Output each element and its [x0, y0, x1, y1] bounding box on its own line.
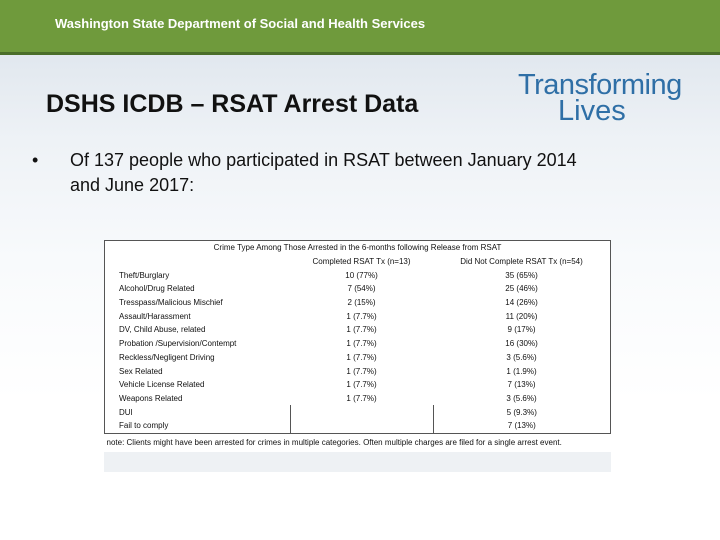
row-label: DV, Child Abuse, related — [105, 323, 291, 337]
agency-name: Washington State Department of Social and Health Services — [55, 16, 426, 31]
table-row — [105, 405, 611, 419]
table-caption-row — [105, 241, 611, 255]
bullet-text: Of 137 people who participated in RSAT between January 2014 and June 2017: — [70, 150, 577, 195]
table-row — [105, 323, 611, 337]
cell-completed: 2 (15%) — [347, 298, 376, 308]
cell-completed: 7 (54%) — [347, 284, 376, 294]
cell-not-completed: 9 (17%) — [433, 323, 610, 337]
table-row — [105, 419, 611, 433]
cell-not-completed: 35 (65%) — [433, 268, 610, 282]
brand-line-1: Transforming — [518, 69, 682, 101]
cell-completed: 1 (7.7%) — [346, 311, 377, 321]
arrest-table-container — [104, 240, 611, 472]
row-label: Probation /Supervision/Contempt — [105, 337, 291, 351]
cell-completed: 1 (7.7%) — [346, 393, 377, 403]
row-label: Weapons Related — [105, 392, 291, 406]
column-header-not-completed: Did Not Complete RSAT Tx (n=54) — [433, 255, 610, 269]
table-note: note: Clients might have been arrested for crimes in multiple categories. Often multiple charges are filed for a single arrest event. — [106, 437, 562, 447]
table-row — [105, 337, 611, 351]
table-caption: Crime Type Among Those Arrested in the 6-months following Release from RSAT — [105, 241, 611, 255]
table-row — [105, 392, 611, 406]
cell-completed: 1 (7.7%) — [346, 380, 377, 390]
row-label: Vehicle License Related — [105, 378, 291, 392]
cell-not-completed: 25 (46%) — [433, 282, 610, 296]
row-label: Reckless/Negligent Driving — [105, 351, 291, 365]
brand-logo — [518, 69, 688, 127]
row-label: Assault/Harassment — [105, 309, 291, 323]
row-label: Tresspass/Malicious Mischief — [105, 296, 291, 310]
row-label: Alcohol/Drug Related — [105, 282, 291, 296]
cell-completed: 1 (7.7%) — [346, 339, 377, 349]
table-row — [105, 309, 611, 323]
cell-not-completed: 1 (1.9%) — [433, 364, 610, 378]
brand-line-2: Lives — [558, 95, 626, 127]
slide-title: DSHS ICDB – RSAT Arrest Data — [46, 90, 419, 118]
table-row — [105, 351, 611, 365]
cell-completed — [290, 419, 433, 433]
cell-not-completed: 7 (13%) — [433, 378, 610, 392]
column-header-completed: Completed RSAT Tx (n=13) — [312, 257, 411, 267]
cell-completed: 1 (7.7%) — [346, 366, 377, 376]
table-row — [105, 268, 611, 282]
row-label: Theft/Burglary — [105, 268, 291, 282]
cell-not-completed: 3 (5.6%) — [433, 392, 610, 406]
cell-completed: 10 (77%) — [345, 270, 378, 280]
banner-divider — [0, 52, 720, 55]
cell-not-completed: 16 (30%) — [433, 337, 610, 351]
table-header-row — [105, 255, 611, 269]
table-row — [105, 296, 611, 310]
row-label: Sex Related — [105, 364, 291, 378]
table-row — [105, 364, 611, 378]
header-banner — [0, 0, 720, 52]
table-note-row — [105, 433, 611, 452]
cell-completed: 1 (7.7%) — [346, 352, 377, 362]
cell-not-completed: 5 (9.3%) — [433, 405, 610, 419]
cell-not-completed: 7 (13%) — [433, 419, 610, 433]
row-label: Fail to comply — [105, 419, 291, 433]
table-row — [105, 378, 611, 392]
cell-completed — [290, 405, 433, 419]
cell-not-completed: 14 (26%) — [433, 296, 610, 310]
header-blank — [105, 255, 291, 269]
cell-completed: 1 (7.7%) — [346, 325, 377, 335]
arrest-table — [104, 240, 611, 452]
row-label: DUI — [105, 405, 291, 419]
bullet-point — [32, 148, 592, 198]
bullet-icon: • — [32, 150, 39, 170]
table-row — [105, 282, 611, 296]
cell-not-completed: 3 (5.6%) — [433, 351, 610, 365]
cell-not-completed: 11 (20%) — [433, 309, 610, 323]
